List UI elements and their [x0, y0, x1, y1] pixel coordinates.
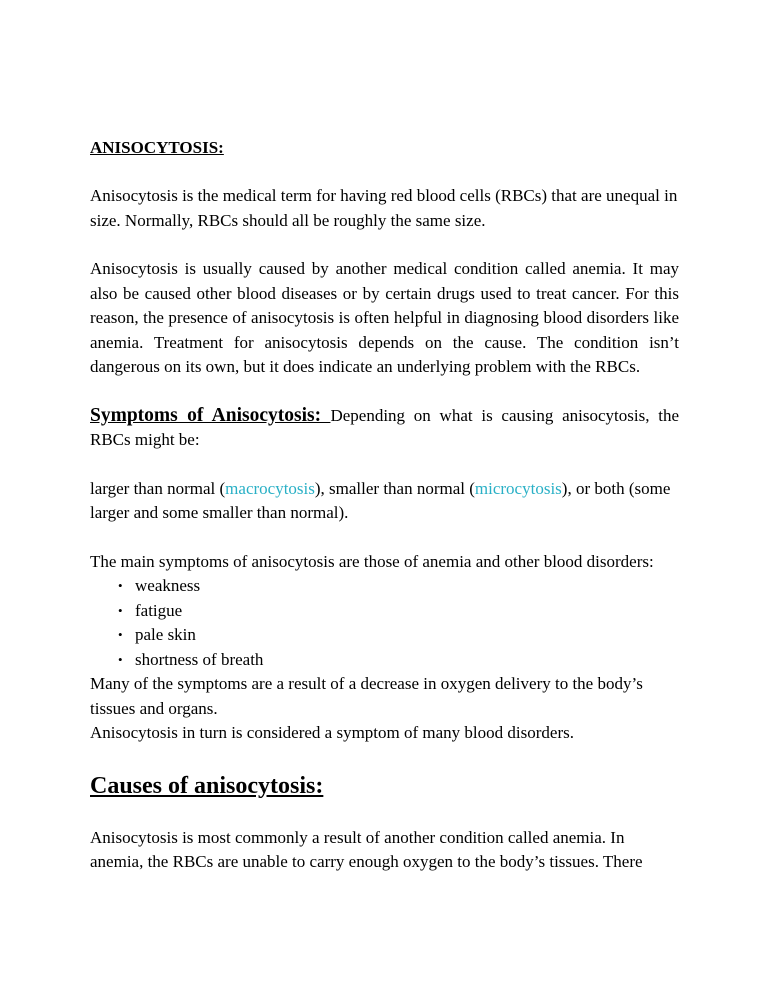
link-microcytosis[interactable]: microcytosis [474, 478, 562, 498]
paragraph-intro: Anisocytosis is the medical term for having red blood cells (RBCs) that are unequal in size. Normally, RBCs should all be roughly the same size. [90, 186, 678, 230]
size-text-before-macrocytosis: larger than normal ( [90, 478, 226, 498]
list-item [90, 574, 679, 599]
paragraph-size-variants [90, 477, 679, 526]
list-item-label: pale skin [135, 625, 196, 644]
bullet-icon: • [118, 627, 123, 642]
spacer-after-symptoms-intro [90, 453, 679, 477]
bullet-icon: • [118, 602, 123, 618]
spacer-after-causes-heading [90, 802, 679, 826]
bullet-icon: • [118, 651, 123, 667]
size-text-after-microcytosis: ), or both (some larger and some smaller than normal). [90, 478, 671, 522]
spacer-after-causes-overview [90, 380, 679, 404]
list-item [90, 599, 679, 624]
paragraph-causes-body: Anisocytosis is most commonly a result of another condition called anemia. In anemia, the RBCs are unable to carry enough oxygen to the body’s tissues. There [90, 827, 643, 871]
paragraph-turn-symptom: Anisocytosis in turn is considered a symptom of many blood disorders. [90, 723, 574, 742]
symptom-list [90, 574, 679, 672]
subheading-symptoms-of-anisocytosis: Symptoms of Anisocytosis: [90, 404, 331, 426]
list-item-label: shortness of breath [135, 649, 264, 669]
bullet-icon: • [118, 578, 123, 593]
causes-heading-wrapper [90, 770, 679, 802]
size-text-between-links: ), smaller than normal ( [314, 478, 475, 498]
symptoms-intro-text: Depending on what is causing anisocytosis, the RBCs might be: [90, 405, 679, 449]
list-item [90, 648, 679, 673]
spacer-after-intro [90, 233, 679, 257]
section-heading-causes: Causes of anisocytosis: [90, 772, 324, 799]
paragraph-symptoms [90, 404, 679, 453]
spacer-after-size-variants [90, 526, 679, 550]
spacer-after-anisocytosis-label [90, 160, 679, 184]
link-macrocytosis[interactable]: macrocytosis [225, 478, 315, 498]
paragraph-oxygen-delivery: Many of the symptoms are a result of a decrease in oxygen delivery to the body’s tissues and organs. [90, 674, 643, 718]
title-spacer [90, 112, 679, 136]
spacer-before-causes-heading [90, 746, 679, 770]
list-item-label: fatigue [135, 600, 183, 620]
section-heading-anisocytosis: ANISOCYTOSIS: [90, 138, 224, 157]
paragraph-main-symptoms-intro: The main symptoms of anisocytosis are those of anemia and other blood disorders: [90, 551, 654, 571]
list-item-label: weakness [135, 576, 201, 595]
paragraph-causes-overview: Anisocytosis is usually caused by another medical condition called anemia. It may also be caused other blood diseases or by certain drugs used to treat cancer. For this reason, the presence of anisocytosis is often helpful in diagnosing blood disorders like anemia. Treatment for anisocytosis depends on the cause. The condition isn’t dangerous on its own, but it does indicate an underlying problem with the RBCs. [90, 259, 679, 376]
list-item [90, 623, 679, 648]
